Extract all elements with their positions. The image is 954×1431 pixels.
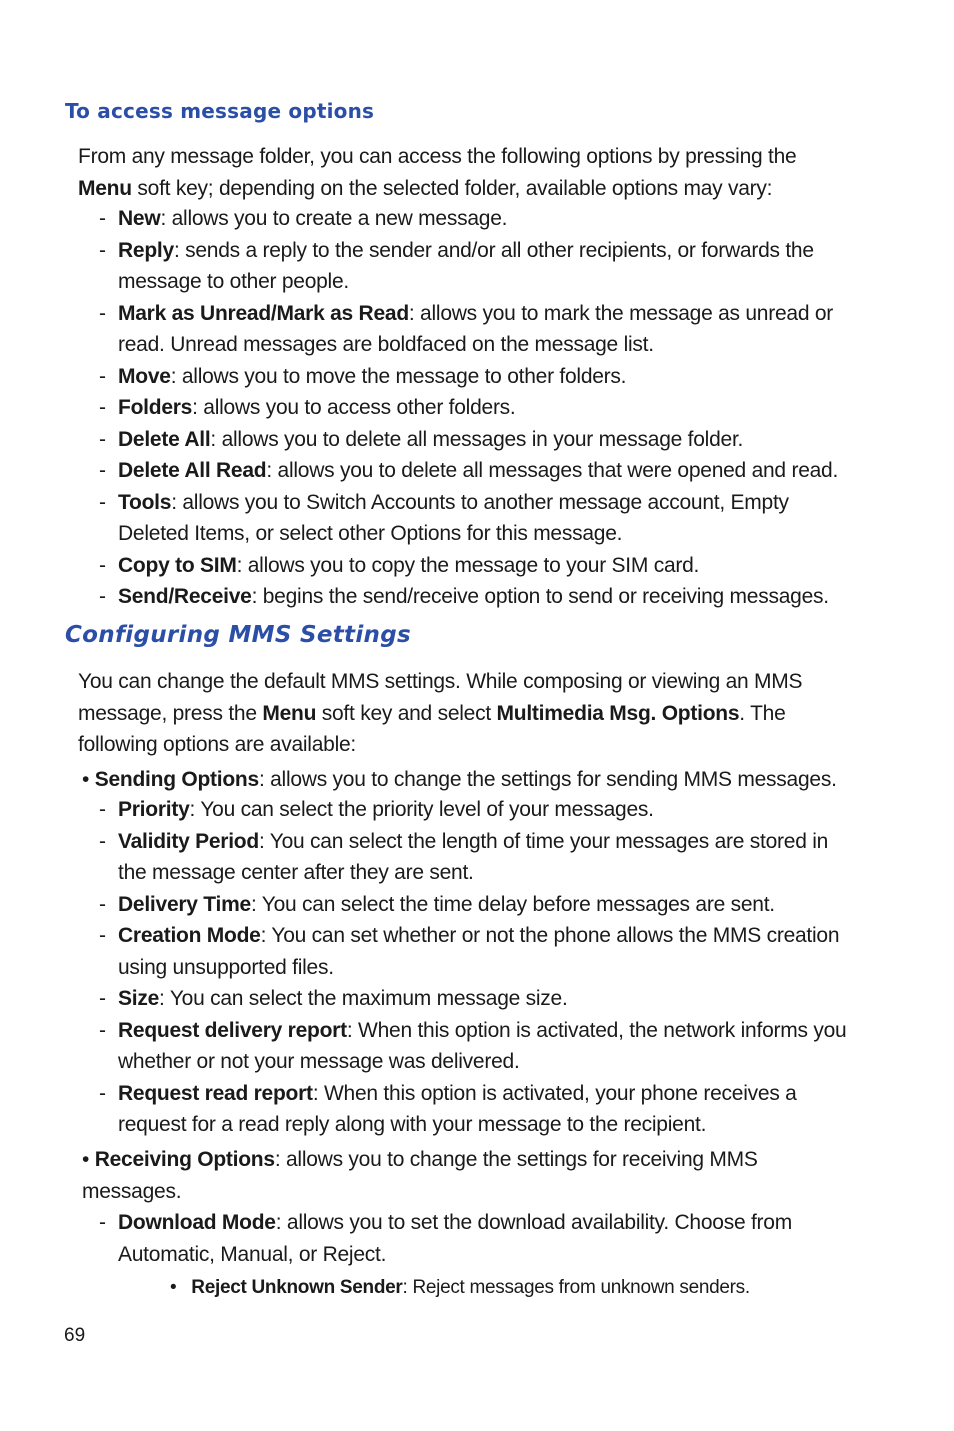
list-item [0, 1207, 858, 1270]
bullet-marker: • [82, 1148, 90, 1171]
option-term: New [118, 207, 161, 230]
menu-term: Menu [262, 701, 317, 725]
sending-options-bullet [82, 764, 852, 796]
dash-marker: - [99, 987, 106, 1010]
reject-unknown-sender-item [170, 1274, 750, 1302]
option-description: : allows you to create a new message. [160, 207, 508, 230]
intro-paragraph [78, 141, 858, 204]
list-item [0, 826, 858, 889]
dash-marker: - [99, 924, 106, 947]
dash-marker: - [99, 459, 106, 482]
list-item [0, 581, 858, 613]
dash-marker: - [99, 585, 106, 608]
option-description: : allows you to move the message to other folders. [170, 364, 627, 388]
option-term: Move [118, 364, 171, 388]
list-item [0, 920, 858, 983]
option-description: : allows you to mark the message as unread or read. Unread messages are boldfaced on the message list. [118, 301, 834, 356]
dash-marker: - [99, 553, 106, 577]
option-description: : begins the send/receive option to send or receiving messages. [251, 585, 829, 608]
option-term: Tools [118, 490, 172, 514]
dash-marker: - [99, 1211, 106, 1234]
dash-marker: - [99, 301, 106, 325]
option-description: : You can select the priority level of your messages. [189, 798, 654, 821]
option-term: Request delivery report [118, 1018, 347, 1042]
list-item [0, 361, 858, 393]
option-term: Size [118, 987, 160, 1010]
option-term: Reply [118, 238, 174, 262]
list-item [0, 203, 858, 235]
option-description: : allows you to copy the message to your SIM card. [236, 553, 700, 577]
option-description: : You can select the time delay before messages are sent. [250, 892, 775, 916]
bullet-marker: • [170, 1277, 177, 1298]
list-item [0, 1078, 858, 1141]
page-number: 69 [64, 1325, 86, 1346]
list-item [0, 424, 858, 456]
option-term: Mark as Unread/Mark as Read [118, 301, 409, 325]
option-description: : Reject messages from unknown senders. [402, 1277, 750, 1298]
list-item [0, 983, 858, 1015]
option-term: Validity Period [118, 829, 259, 853]
list-item [0, 392, 858, 424]
dash-marker: - [99, 396, 106, 419]
dash-marker: - [99, 207, 106, 230]
dash-marker: - [99, 1081, 106, 1105]
option-term: Reject Unknown Sender [191, 1277, 403, 1298]
sending-options-list [0, 794, 954, 1141]
option-term: Delete All Read [118, 459, 267, 482]
option-term: Creation Mode [118, 924, 261, 947]
receiving-options-bullet [82, 1144, 852, 1207]
receiving-options-list [0, 1207, 954, 1270]
option-term: Send/Receive [118, 585, 252, 608]
option-description: : allows you to delete all messages that were opened and read. [266, 459, 839, 482]
bullet-marker: • [82, 768, 90, 791]
option-description: : allows you to set the download availability. Choose from Automatic, Manual, or Reject. [118, 1211, 792, 1266]
list-item [0, 487, 858, 550]
dash-marker: - [99, 1018, 106, 1042]
option-term: Receiving Options [94, 1148, 275, 1171]
dash-marker: - [99, 238, 106, 262]
option-term: Copy to SIM [118, 553, 237, 577]
multimedia-options-term: Multimedia Msg. Options [496, 701, 740, 725]
option-description: : allows you to change the settings for sending MMS messages. [258, 768, 837, 791]
dash-marker: - [99, 427, 106, 451]
dash-marker: - [99, 798, 106, 821]
list-item [0, 455, 858, 487]
option-term: Request read report [118, 1081, 313, 1105]
option-term: Download Mode [118, 1211, 276, 1234]
option-description: : When this option is activated, the network informs you whether or not your message was delivered. [118, 1018, 847, 1073]
dash-marker: - [99, 490, 106, 514]
dash-marker: - [99, 364, 106, 388]
option-description: : allows you to change the settings for receiving MMS messages. [82, 1148, 758, 1203]
option-description: : When this option is activated, your phone receives a request for a read reply along with your message to the recipient. [118, 1081, 797, 1136]
option-term: Priority [118, 798, 190, 821]
option-term: Delete All [118, 427, 211, 451]
option-description: : You can select the maximum message size. [159, 987, 568, 1010]
option-description: : allows you to delete all messages in your message folder. [210, 427, 744, 451]
intro-text-end: soft key; depending on the selected folder, available options may vary: [131, 176, 773, 200]
list-item [0, 889, 858, 921]
list-item [0, 235, 858, 298]
section-heading-access-options: To access message options [65, 99, 375, 123]
access-options-list [0, 203, 954, 613]
option-description: : allows you to Switch Accounts to another message account, Empty Deleted Items, or select other Options for this message. [118, 490, 789, 545]
dash-marker: - [99, 892, 106, 916]
menu-term: Menu [78, 176, 132, 200]
option-description: : You can select the length of time your messages are stored in the message center after they are sent. [118, 829, 829, 884]
option-term: Folders [118, 396, 193, 419]
list-item [0, 550, 858, 582]
option-description: : You can set whether or not the phone allows the MMS creation using unsupported files. [118, 924, 840, 979]
list-item [0, 1015, 858, 1078]
option-description: : sends a reply to the sender and/or all other recipients, or forwards the message to other people. [118, 238, 814, 293]
mms-intro-paragraph [78, 666, 858, 761]
option-term: Sending Options [94, 768, 259, 791]
option-term: Delivery Time [118, 892, 251, 916]
dash-marker: - [99, 829, 106, 853]
mms-intro-text: . The following options are available: [78, 701, 786, 756]
mms-intro-text: soft key and select [316, 701, 497, 725]
mms-intro-text: You can change the default MMS settings. While composing or viewing an MMS message, press the [78, 670, 803, 725]
list-item [0, 794, 858, 826]
section-heading-mms: Configuring MMS Settings [65, 622, 411, 648]
option-description: : allows you to access other folders. [192, 396, 516, 419]
intro-text-start: From any message folder, you can access the following options by pressing the [78, 145, 797, 168]
list-item [0, 298, 858, 361]
